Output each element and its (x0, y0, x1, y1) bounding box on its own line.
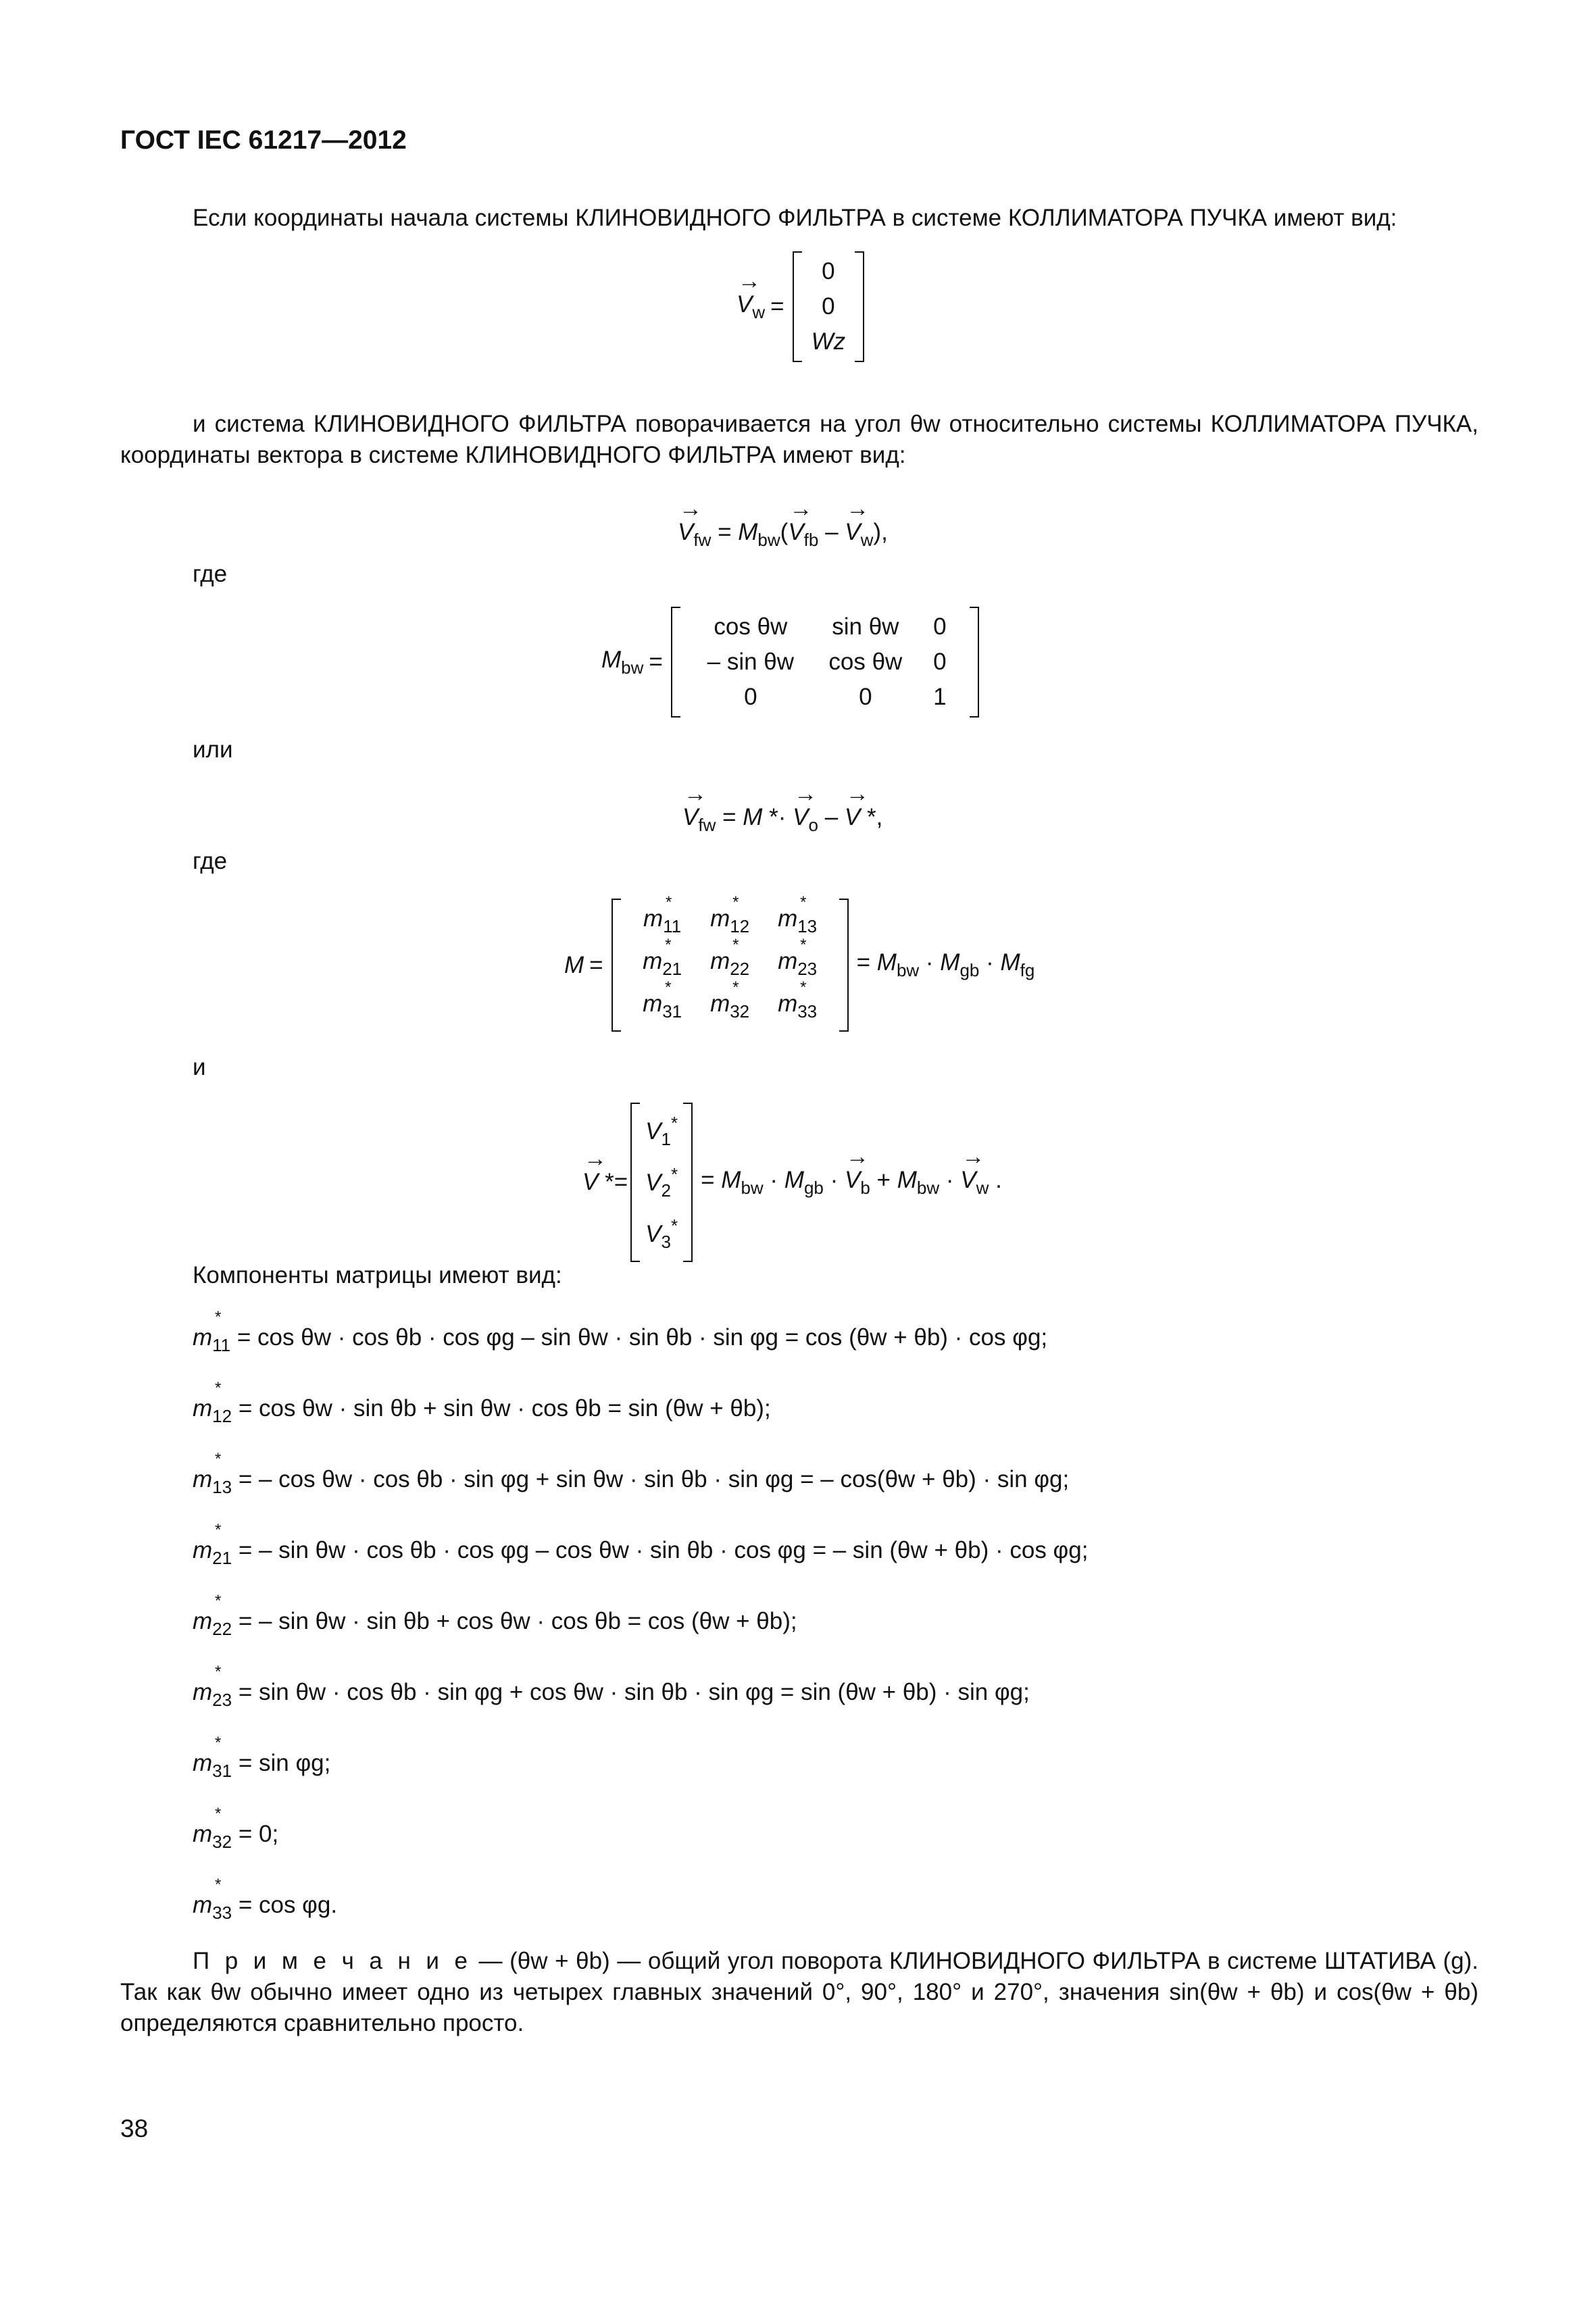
label-components: Компоненты матрицы имеют вид: (193, 1262, 562, 1288)
document-header: ГОСТ IEC 61217—2012 (120, 126, 407, 155)
equation-mbw: $M_{bw}$ = cos θw sin θw 0 – sin θw cos θw 0 0 0 1 (601, 607, 982, 718)
label-where-1: где (193, 561, 228, 587)
note-text: — (θw + θb) — общий угол поворота КЛИНОВИДНОГО ФИЛЬТРА в системе ШТАТИВА (g). Так как θw обычно имеет одно из четырех главных значений 0°, 90°, 180° и 270°, значения sin(θw + θb) и cos(θw + θb) определяются сравнительно просто. (120, 1948, 1478, 2036)
label-where-2: где (193, 848, 228, 874)
equation-vfw: → $V_{fw} = M_{bw}(\to V_{fb}$ – → $V_w$), (678, 519, 888, 551)
vw-entry: Wz (811, 328, 846, 355)
label-and: и (193, 1054, 206, 1080)
component-m11: * $m_{11} = \cos \theta w \cdot \cos \theta b \cdot \cos \varphi g - \sin \theta w \cdot \sin \theta b \cdot \sin \varphi g = \cos (\theta w + \theta b) \cdot \cos \varphi g$; (193, 1324, 1047, 1356)
component-m33: * $m_{33} = \cos \varphi g$. (193, 1892, 337, 1923)
equation-vstar: → V *= $V_1^*$ $V_2^*$ $V_3^*$ = $M_{bw} \cdot M_{gb}$ · → $V_b + M_{bw}$ · → $V_w$ . (582, 1103, 1002, 1262)
component-m22: * $m_{22}$ = – sin θw · sin θb + cos θw · cos θb = cos (θw + θb); (193, 1608, 797, 1640)
component-m13: * $m_{13}$ = – cos θw · cos θb · sin φg + sin θw · sin θb · sin φg = – cos(θw + θb) · sin φg; (193, 1466, 1069, 1498)
component-m31: * $m_{31} = \sin \varphi g$; (193, 1750, 330, 1782)
paragraph-1: Если координаты начала системы КЛИНОВИДНОГО ФИЛЬТРА в системе КОЛЛИМАТОРА ПУЧКА имеют вид: (193, 205, 1397, 231)
vw-column-vector (793, 251, 865, 362)
equation-mstar: M = * $m_{11}$ * $m_{12}$ * $m_{13}$ * $m_{21}$ * $m_{22}$ * $m_{23}$ * $m_{31}$ * $m_{32}$ * $m_{33}$ = $M_{bw} \cdot M_{gb} \cdot M_{fg}$ (564, 899, 1034, 1032)
page-number: 38 (120, 2115, 149, 2142)
vw-entry: 0 (822, 293, 835, 320)
component-m32: * $m_{32} = 0$; (193, 1821, 278, 1853)
note-label: П р и м е ч а н и е (193, 1948, 472, 1974)
label-or: или (193, 736, 233, 763)
paragraph-2: и система КЛИНОВИДНОГО ФИЛЬТРА поворачивается на угол θw относительно системы КОЛЛИМАТОРА ПУЧКА, координаты вектора в системе КЛИНОВИДНОГО ФИЛЬТРА имеют вид: (120, 411, 1478, 468)
equation-vfw-2: → $V_{fw} = M$ *· → $V_o$ – → V *, (682, 804, 882, 836)
vector-vw-symbol: → $V_w$ (737, 291, 765, 323)
component-m21: * $m_{21}$ = – sin θw · cos θb · cos φg – cos θw · sin θb · cos φg = – sin (θw + θb) · cos φg; (193, 1537, 1088, 1569)
note-paragraph (120, 1946, 1478, 2039)
component-m12: * $m_{12} = \cos \theta w \cdot \sin \theta b + \sin \theta w \cdot \cos \theta b = \sin (\theta w + \theta b)$; (193, 1395, 771, 1427)
vw-entry: 0 (822, 258, 835, 284)
vstar-column-vector: $V_1^*$ $V_2^*$ $V_3^*$ (630, 1103, 693, 1262)
equation-vw: → $V_w$ = 0 0 Wz (737, 251, 867, 362)
component-m23: * $m_{23} = \sin \theta w \cdot \cos \theta b \cdot \sin \varphi g + \cos \theta w \cdot \sin \theta b \cdot \sin \varphi g = \sin (\theta w + \theta b) \cdot \sin \varphi g$; (193, 1679, 1030, 1711)
mbw-matrix: cos θw sin θw 0 – sin θw cos θw 0 0 0 1 (671, 607, 979, 718)
mstar-matrix: * $m_{11}$ * $m_{12}$ * $m_{13}$ * $m_{21}$ * $m_{22}$ * $m_{23}$ * $m_{31}$ * $m_{32}$ * $m_{33}$ (612, 899, 849, 1032)
